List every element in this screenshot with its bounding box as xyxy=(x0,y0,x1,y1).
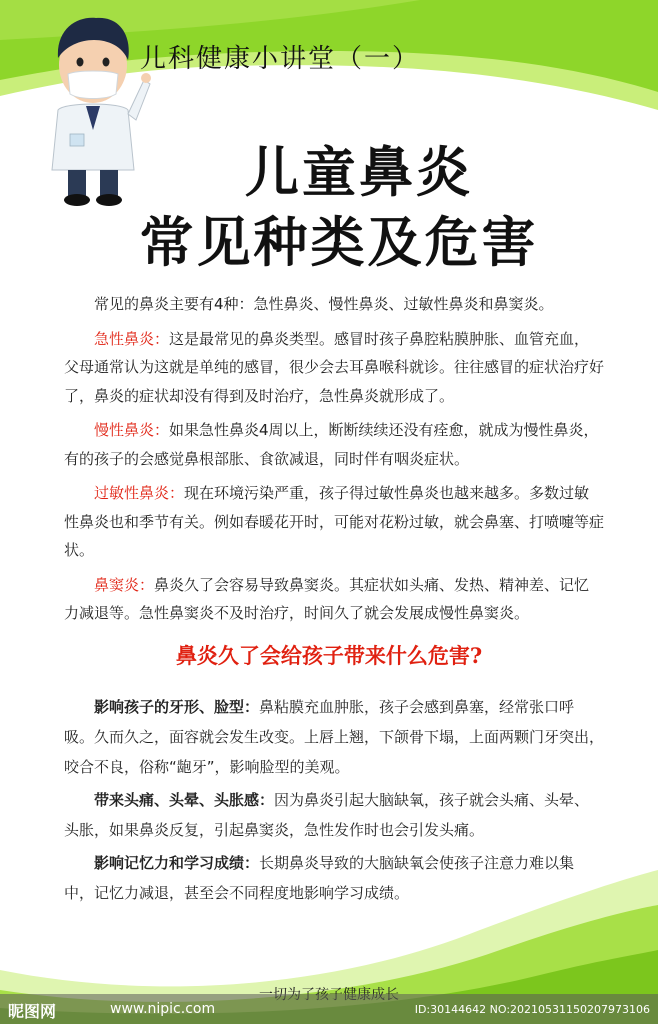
type-heading: 急性鼻炎： xyxy=(94,329,170,348)
harm-text: 鼻粘膜充血肿胀，孩子会感到鼻塞，经常张口呼吸。久而久之，面容就会发生改变。上唇上翘，下颌骨下塌，上面两颗门牙突出，咬合不良，俗称“龅牙”，影响脸型的美观。 xyxy=(64,698,605,776)
harm-heading: 带来头痛、头晕、头胀感： xyxy=(94,791,275,809)
type-text: 现在环境污染严重，孩子得过敏性鼻炎也越来越多。多数过敏性鼻炎也和季节有关。例如春暖花开时，可能对花粉过敏，就会鼻塞、打喷嚏等症状。 xyxy=(64,484,605,559)
types-section xyxy=(64,290,604,634)
intro-paragraph: 常见的鼻炎主要有4种：急性鼻炎、慢性鼻炎、过敏性鼻炎和鼻窦炎。 xyxy=(94,295,554,313)
harm-text: 因为鼻炎引起大脑缺氧，孩子就会头痛、头晕、头胀，如果鼻炎反复，引起鼻窦炎，急性发作时也会引发头痛。 xyxy=(64,791,590,839)
watermark-logo: 昵图网 xyxy=(8,1002,57,1021)
page-title-line-1: 儿童鼻炎 xyxy=(245,141,473,204)
harm-heading: 影响记忆力和学习成绩： xyxy=(94,854,260,872)
type-paragraph-acute xyxy=(64,325,604,411)
harm-question-heading: 鼻炎久了会给孩子带来什么危害? xyxy=(175,643,483,668)
watermark-bar xyxy=(0,994,658,1024)
type-text: 这是最常见的鼻炎类型。感冒时孩子鼻腔粘膜肿胀、血管充血，父母通常认为这就是单纯的感冒，很少会去耳鼻喉科就诊。往往感冒的症状治疗好了，鼻炎的症状却没有得到及时治疗，急性鼻炎就形成了。 xyxy=(64,329,605,405)
watermark-id: ID:30144642 NO:20210531150207973106 xyxy=(414,1003,650,1016)
harm-paragraph-memory xyxy=(64,848,604,908)
harm-text: 长期鼻炎导致的大脑缺氧会使孩子注意力难以集中，记忆力减退，甚至会不同程度地影响学习成绩。 xyxy=(64,854,575,902)
type-paragraph-sinusitis xyxy=(64,571,604,628)
type-heading: 鼻窦炎： xyxy=(94,575,155,594)
harm-heading: 影响孩子的牙形、脸型： xyxy=(94,698,260,716)
harm-paragraph-teeth xyxy=(64,692,604,782)
type-text: 鼻炎久了会容易导致鼻窦炎。其症状如头痛、发热、精神差、记忆力减退等。急性鼻窦炎不及时治疗，时间久了就会发展成慢性鼻窦炎。 xyxy=(64,575,590,622)
type-paragraph-allergic xyxy=(64,479,604,565)
type-text: 如果急性鼻炎4周以上，断断续续还没有痊愈，就成为慢性鼻炎，有的孩子的会感觉鼻根部胀、食欲减退，同时伴有咽炎症状。 xyxy=(64,421,599,468)
type-heading: 慢性鼻炎： xyxy=(94,421,170,439)
series-title: 儿科健康小讲堂（一） xyxy=(140,44,421,74)
type-heading: 过敏性鼻炎： xyxy=(94,484,185,502)
harm-paragraph-headache xyxy=(64,785,604,845)
page-title-line-2: 常见种类及危害 xyxy=(139,211,539,274)
watermark-url: www.nipic.com xyxy=(110,1001,216,1017)
harms-section xyxy=(64,692,604,911)
type-paragraph-chronic xyxy=(64,416,604,473)
